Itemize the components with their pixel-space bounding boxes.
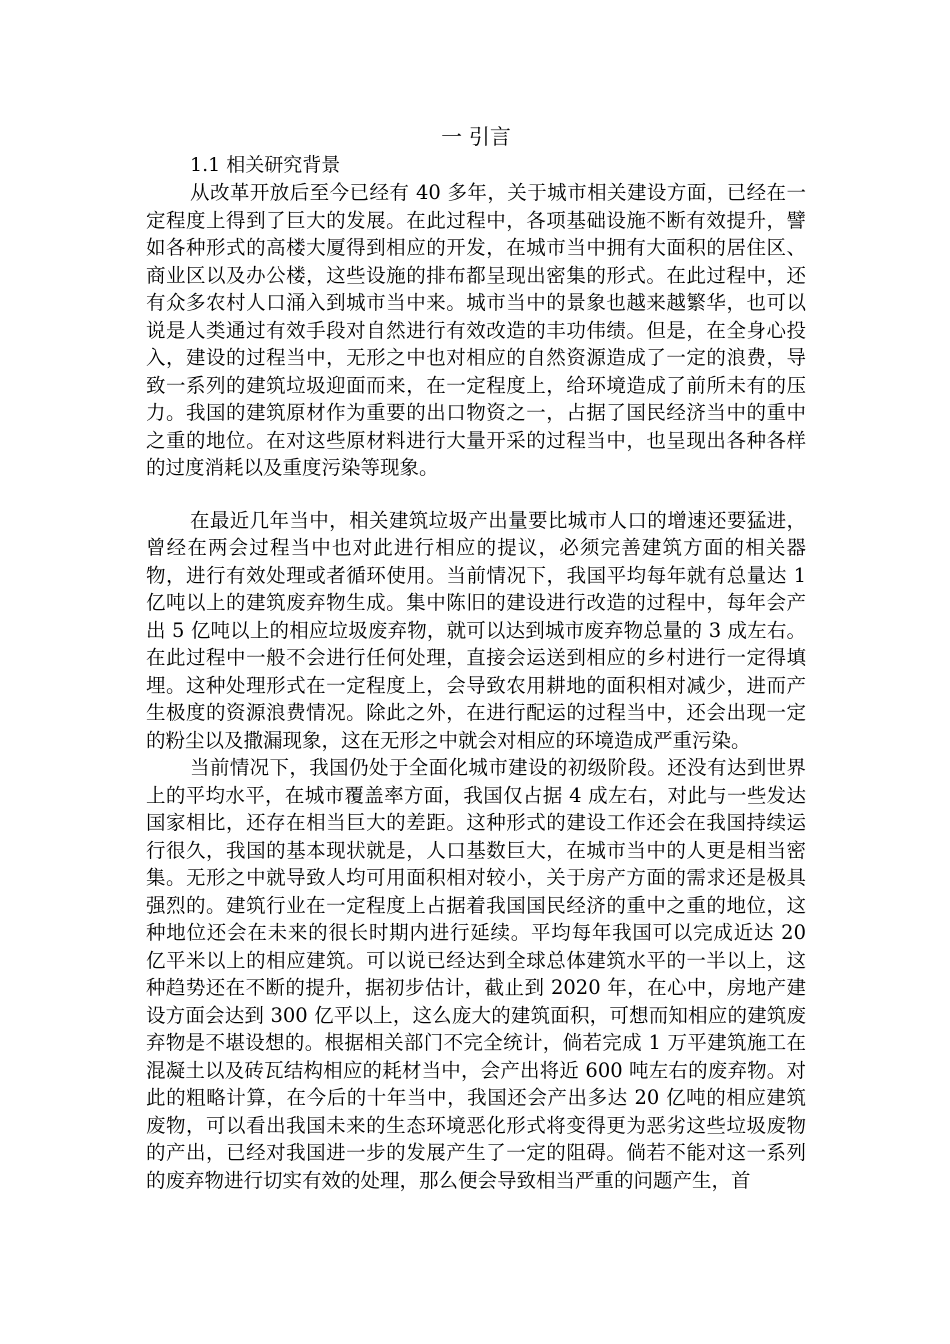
body-paragraph: 在最近几年当中，相关建筑垃圾产出量要比城市人口的增速还要猛进，曾经在两会过程当中也对此进行相应的提议，必须完善建筑方面的相关器物，进行有效处理或者循环使用。当前情况下，我国平均每年就有总量达 1 亿吨以上的建筑废弃物生成。集中陈旧的建设进行改造的过程中，每年会产出 5 亿吨以上的相应垃圾废弃物，就可以达到城市废弃物总量的 3 成左右。在此过程中一般不会进行任何处理，直接会运送到相应的乡村进行一定得填埋。这种处理形式在一定程度上，会导致农用耕地的面积相对减少，进而产生极度的资源浪费情况。除此之外，在进行配运的过程当中，还会出现一定的粉尘以及撒漏现象，这在无形之中就会对相应的环境造成严重污染。 [146, 508, 806, 752]
body-paragraph: 从改革开放后至今已经有 40 多年，关于城市相关建设方面，已经在一定程度上得到了巨大的发展。在此过程中，各项基础设施不断有效提升，譬如各种形式的高楼大厦得到相应的开发，在城市当中拥有大面积的居住区、商业区以及办公楼，这些设施的排布都呈现出密集的形式。在此过程中，还有众多农村人口涌入到城市当中来。城市当中的景象也越来越繁华，也可以说是人类通过有效手段对自然进行有效改造的丰功伟绩。但是，在全身心投入，建设的过程当中，无形之中也对相应的自然资源造成了一定的浪费，导致一系列的建筑垃圾迎面而来，在一定程度上，给环境造成了前所未有的压力。我国的建筑原材作为重要的出口物资之一，占据了国民经济当中的重中之重的地位。在对这些原材料进行大量开采的过程当中，也呈现出各种各样的过度消耗以及重度污染等现象。 [146, 181, 806, 479]
chapter-title: 一 引言 [441, 125, 511, 149]
document-page [146, 122, 806, 1194]
section-heading: 1.1 相关研究背景 [190, 154, 341, 176]
body-paragraph: 当前情况下，我国仍处于全面化城市建设的初级阶段。还没有达到世界上的平均水平，在城市覆盖率方面，我国仅占据 4 成左右，对此与一些发达国家相比，还存在相当巨大的差距。这种形式的建设工作还会在我国持续运行很久，我国的基本现状就是，人口基数巨大，在城市当中的人更是相当密集。无形之中就导致人均可用面积相对较小，关于房产方面的需求还是极具强烈的。建筑行业在一定程度上占据着我国国民经济的重中之重的地位，这种地位还会在未来的很长时期内进行延续。平均每年我国可以完成近达 20 亿平米以上的相应建筑。可以说已经达到全球总体建筑水平的一半以上，这种趋势还在不断的提升，据初步估计，截止到 2020 年，在心中，房地产建设方面会达到 300 亿平以上，这么庞大的建筑面积，可想而知相应的建筑废弃物是不堪设想的。根据相关部门不完全统计，倘若完成 1 万平建筑施工在混凝土以及砖瓦结构相应的耗材当中，会产出将近 600 吨左右的废弃物。对此的粗略计算，在今后的十年当中，我国还会产出多达 20 亿吨的相应建筑废物，可以看出我国未来的生态环境恶化形式将变得更为恶劣这些垃圾废物的产出，已经对我国进一步的发展产生了一定的阻碍。倘若不能对这一系列的废弃物进行切实有效的处理，那么便会导致相当严重的问题产生，首 [146, 756, 806, 1192]
